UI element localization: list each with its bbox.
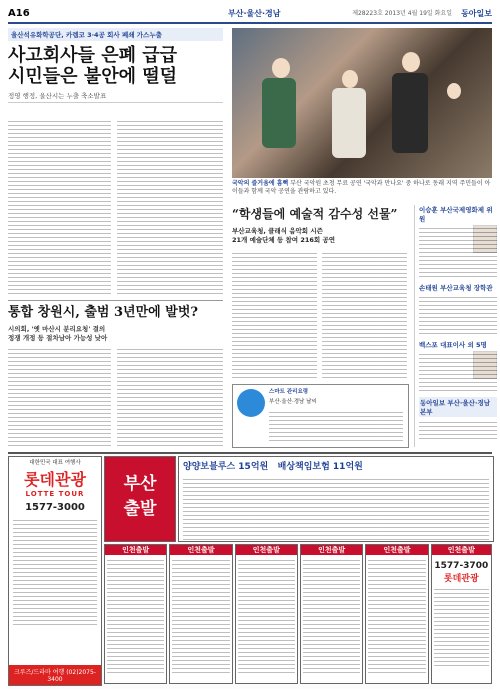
tour-chip-1[interactable]: 인천출발 [104,544,167,684]
newspaper-logo: 동아일보 [461,9,492,18]
sidebar-item3-title: 백스포 대표이사 외 5명 [419,341,487,349]
right-ad-name: 롯데관광 [443,574,479,584]
tour-grid [104,544,492,684]
story-body-col1 [232,250,317,380]
lotte-ad-top: 대한민국 대표 여행사 [29,460,81,466]
tour-chip-5[interactable]: 인천출발 [365,544,428,684]
sidebar-contact-title: 동아일보 부산·울산·경남본부 [419,397,497,417]
photo-story [232,205,407,244]
story-sub-2: 21개 예술단체 등 참여 216회 공연 [232,236,335,244]
caption-text: 부산 국악원 초청 무료 공연 '국악과 만나요' 중 하나로 동래 지역 주민들이 아이들과 함께 국악 공연을 관람하고 있다. [232,180,491,195]
tour-chip-3[interactable]: 인천출발 [235,544,298,684]
story-sub-1: 부산교육청, 클래식 음악회 시즌 [232,227,323,235]
lead-body-col2 [117,118,223,294]
issue-meta: 제28223호 2013년 4월 19일 화요일 [352,10,452,17]
lotte-ad-name: 롯데관광 [24,470,86,489]
lead-kicker: 울산석유화학공단, 카렘코 3·4공 회사 폐쇄 가스누출 [8,28,223,41]
page-header [8,6,492,24]
section-title: 부산·울산·경남 [228,9,281,18]
weather-label: 부산·울산·경남 날씨 [269,399,317,405]
tour-chip-2[interactable]: 인천출발 [169,544,232,684]
lead-byline: 정영 행정, 울산시는 누출 축소발표 [8,91,223,103]
sidebar-item1-title: 이승훈 부산국제영화제 위원 [419,206,493,223]
insurance-headline-1: 양양보블루스 15억원 [183,462,269,472]
right-ad-phone: 1577-3700 [434,561,489,571]
busan-ad-title-2: 출발 [123,499,157,519]
concert-photo [232,28,492,178]
weather-sun-icon [237,389,265,417]
second-sub-1: 시의회, '옛 마산시 분리요청' 결의 [8,325,106,333]
story-quote: “학생들에 예술적 감수성 선물” [232,207,398,221]
page-number: A16 [8,8,30,19]
second-story [8,300,223,342]
tour-chip-6[interactable]: 인천출발 1577-3700 롯데관광 [431,544,492,684]
weather-box [232,384,409,448]
lead-headline-2: 시민들은 불안에 떨덜 [8,66,178,87]
weather-title: 스마트 관리요령 [269,389,309,395]
lotte-tour-ad[interactable] [8,456,102,686]
photo-caption [232,180,492,196]
second-headline: 통합 창원시, 출범 3년만에 발벗? [8,305,198,320]
lead-body-col1 [8,118,111,294]
second-sub-2: 정쟁 개정 등 절차남아 가능성 낮아 [8,334,108,342]
insurance-banner-ad[interactable] [178,456,494,542]
story-body-col2 [322,250,407,380]
second-body-col1 [8,346,111,446]
caption-label: 국악의 즐거움에 흠뻑 [232,180,289,187]
advertisement-area [8,452,492,689]
busan-ad-title-1: 부산 [123,474,157,494]
insurance-headline-2: 배상책임보험 11억원 [277,462,363,472]
sidebar-item2-title: 손태원 부산교육청 장학관 [419,284,493,292]
second-body-col2 [117,346,223,446]
lotte-ad-bottom: 크루즈/드라마 여행 (02)2075-3400 [9,665,101,685]
lotte-ad-name-en: LOTTE TOUR [25,490,85,498]
busan-departure-ad[interactable] [104,456,176,542]
lotte-ad-phone: 1577-3000 [25,502,85,513]
lead-headline-1: 사고회사들 은폐 급급 [8,45,178,66]
sidebar [414,205,497,447]
tour-chip-4[interactable]: 인천출발 [300,544,363,684]
lead-story [8,28,223,103]
